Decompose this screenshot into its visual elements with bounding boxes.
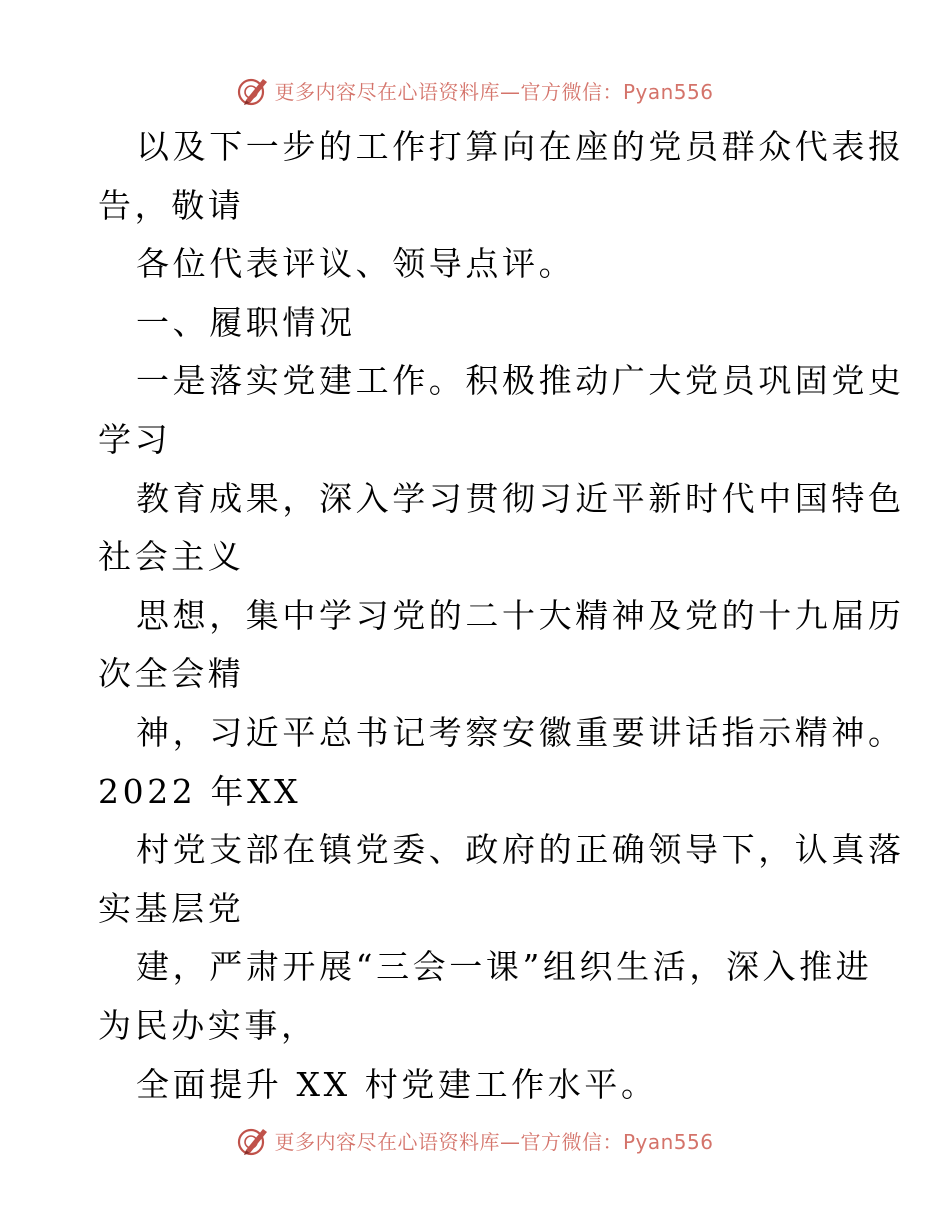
text-line: 全面提升 XX 村党建工作水平。 — [136, 1064, 658, 1104]
text-line: 告，敬请 — [98, 185, 245, 225]
text-line: 以及下一步的工作打算向在座的党员群众代表报 — [136, 127, 905, 166]
pen-logo-icon — [236, 73, 270, 107]
watermark-text: 更多内容尽在心语资料库—官方微信：Pyan556 — [274, 1129, 714, 1154]
text-line: 一是落实党建工作。积极推动广大党员巩固党史 — [136, 361, 905, 401]
header-watermark — [0, 70, 950, 110]
text-line: 社会主义 — [98, 537, 245, 577]
text-line: 次全会精 — [98, 654, 245, 694]
text-line: 学习 — [98, 419, 172, 459]
text-line: 神，习近平总书记考察安徽重要讲话指示精神。 — [136, 712, 905, 752]
text-line: 2022 年XX — [98, 771, 302, 811]
text-line: 思想，集中学习党的二十大精神及党的十九届历 — [136, 595, 905, 635]
text-line: 村党支部在镇党委、政府的正确领导下，认真落 — [136, 830, 905, 870]
text-line: 建，严肃开展“三会一课”组织生活，深入推进 — [136, 947, 873, 987]
text-line: 各位代表评议、领导点评。 — [136, 244, 576, 284]
text-line: 为民办实事， — [98, 1005, 318, 1045]
document-body — [98, 118, 905, 1114]
pen-logo-icon — [236, 1123, 270, 1157]
text-line: 实基层党 — [98, 888, 245, 928]
text-line: 一、履职情况 — [136, 302, 356, 342]
text-line: 教育成果，深入学习贯彻习近平新时代中国特色 — [136, 478, 905, 518]
footer-watermark — [0, 1120, 950, 1160]
watermark-text: 更多内容尽在心语资料库—官方微信：Pyan556 — [274, 79, 714, 104]
